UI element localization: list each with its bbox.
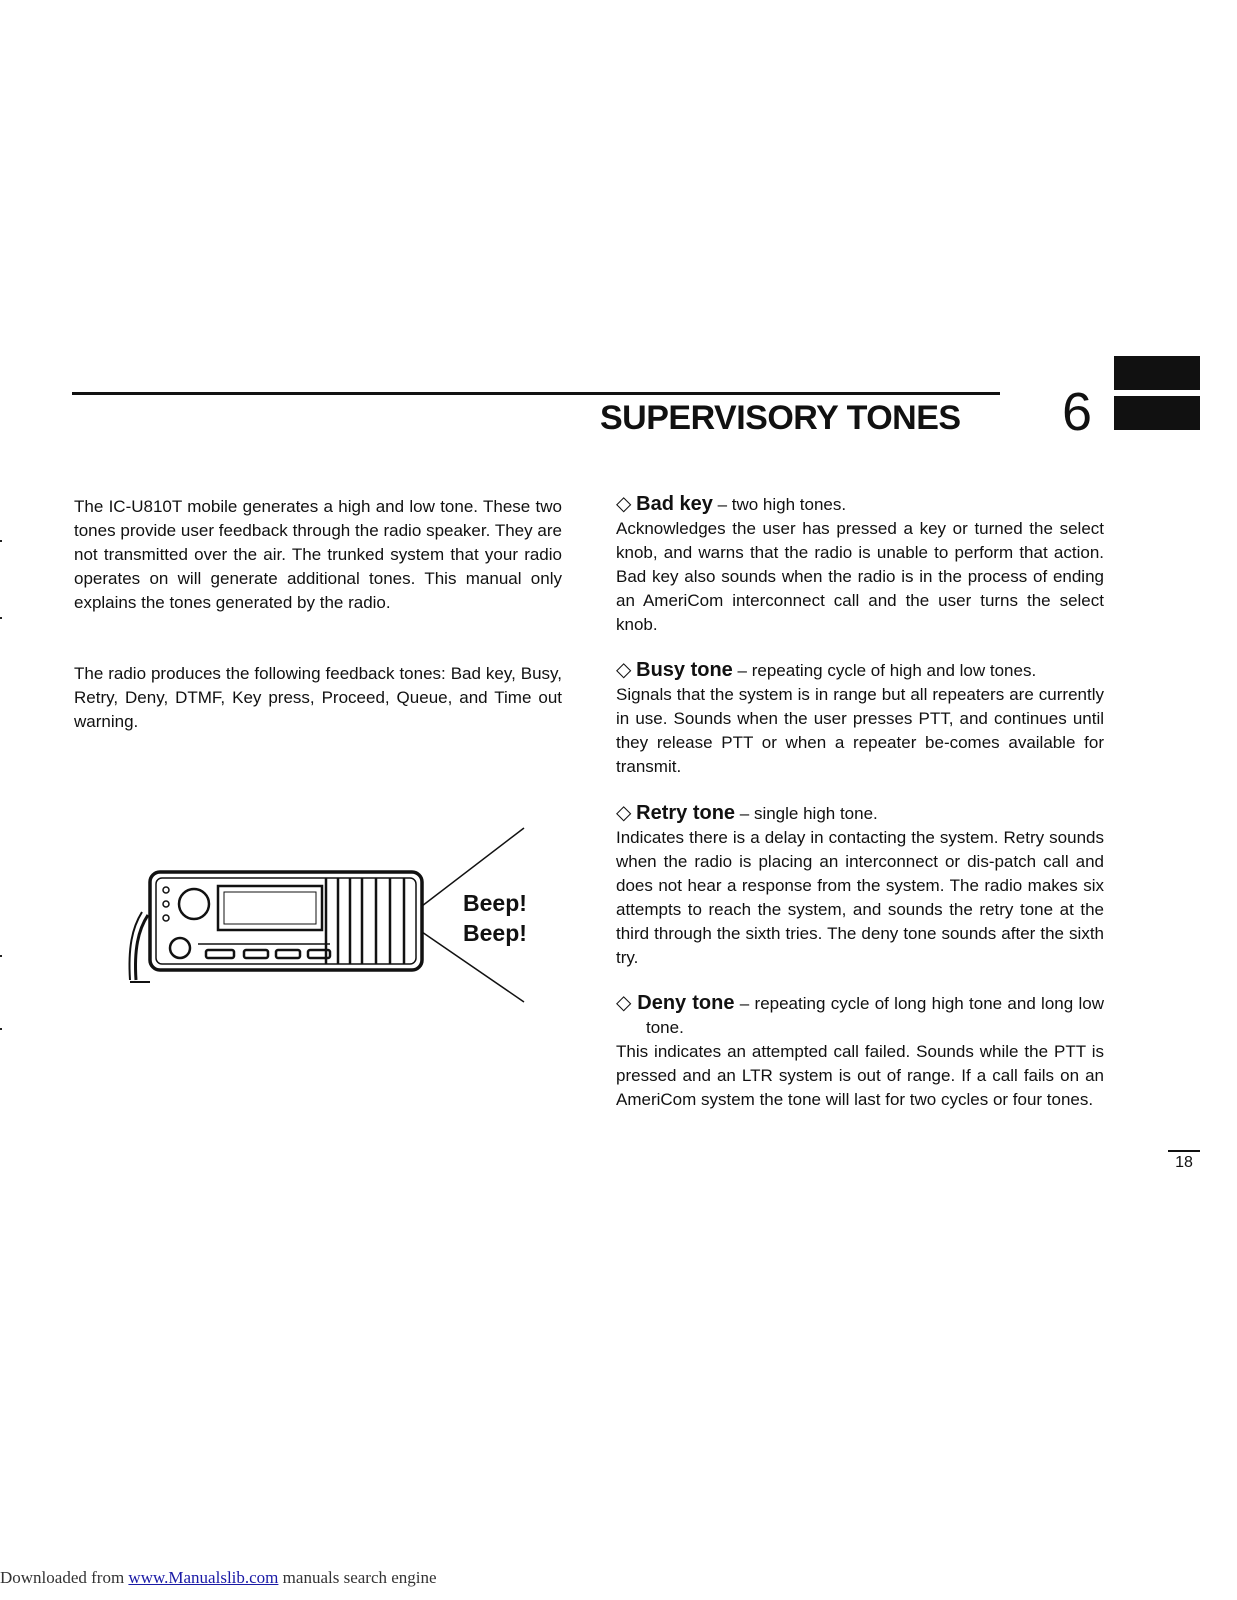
chapter-number: 6 bbox=[1062, 382, 1093, 442]
tone-summary: – two high tones. bbox=[717, 495, 847, 514]
page-number: 18 bbox=[1175, 1154, 1193, 1171]
tone-section-deny bbox=[616, 991, 1104, 1112]
tone-heading bbox=[616, 991, 1104, 1040]
tone-name: Bad key bbox=[636, 493, 713, 515]
chapter-tab-lower bbox=[1114, 396, 1200, 430]
footer-prefix: Downloaded from bbox=[0, 1568, 129, 1587]
diamond-icon: ◇ bbox=[616, 802, 632, 824]
tone-description: Indicates there is a delay in contacting the system. Retry sounds when the radio is placing an interconnect or dis-patch call and does not hear a response from the system. The radio makes six attempts to reach the system, and sounds the retry tone at the third through the sixth tries. The deny tone sounds after the sixth try. bbox=[616, 828, 1104, 967]
tone-heading bbox=[616, 492, 1104, 517]
beep-label-2: Beep! bbox=[463, 920, 527, 946]
tone-section-retry bbox=[616, 801, 1104, 970]
tone-name: Retry tone bbox=[636, 802, 736, 824]
tones-list-paragraph: The radio produces the following feedback tones: Bad key, Busy, Retry, Deny, DTMF, Key press, Proceed, Queue, and Time out warning. bbox=[74, 664, 562, 731]
tone-section-bad-key bbox=[616, 492, 1104, 637]
mobile-radio-icon bbox=[130, 872, 423, 982]
tone-section-busy bbox=[616, 658, 1104, 779]
tone-description: Signals that the system is in range but all repeaters are currently in use. Sounds when the user presses PTT, and continues until they release PTT or when a repeater be-comes available for transmit. bbox=[616, 685, 1104, 776]
margin-mark bbox=[0, 617, 2, 619]
page-title: SUPERVISORY TONES bbox=[600, 399, 961, 437]
tone-summary: – repeating cycle of long high tone and long low tone. bbox=[646, 994, 1104, 1037]
margin-mark bbox=[0, 955, 2, 957]
intro-paragraph: The IC-U810T mobile generates a high and low tone. These two tones provide user feedback through the radio speaker. They are not transmitted over the air. The trunked system that your radio operates on will generate additional tones. This manual only explains the tones generated by the radio. bbox=[74, 497, 562, 612]
header-rule bbox=[72, 392, 1000, 395]
diamond-icon: ◇ bbox=[616, 992, 632, 1014]
manualslib-link[interactable]: www.Manualslib.com bbox=[128, 1568, 279, 1587]
chapter-tab-upper bbox=[1114, 356, 1200, 390]
tone-summary: – repeating cycle of high and low tones. bbox=[737, 661, 1037, 680]
diamond-icon: ◇ bbox=[616, 493, 632, 515]
tone-description: This indicates an attempted call failed. Sounds while the PTT is pressed and an LTR system is out of range. If a call fails on an AmeriCom system the tone will last for two cycles or four tones. bbox=[616, 1042, 1104, 1109]
tone-name: Busy tone bbox=[636, 659, 733, 681]
tone-name: Deny tone bbox=[637, 992, 735, 1014]
margin-mark bbox=[0, 540, 2, 542]
page-number-rule bbox=[1168, 1150, 1200, 1152]
download-footer bbox=[0, 1568, 437, 1588]
beep-label-1: Beep! bbox=[463, 890, 527, 916]
margin-mark bbox=[0, 1028, 2, 1030]
tone-description: Acknowledges the user has pressed a key or turned the select knob, and warns that the radio is unable to perform that action. Bad key also sounds when the radio is in the process of ending an AmeriCom interconnect call and the user turns the select knob. bbox=[616, 519, 1104, 634]
tone-heading bbox=[616, 801, 1104, 826]
tone-heading bbox=[616, 658, 1104, 683]
tone-summary: – single high tone. bbox=[739, 804, 878, 823]
footer-suffix: manuals search engine bbox=[278, 1568, 437, 1587]
diamond-icon: ◇ bbox=[616, 659, 632, 681]
